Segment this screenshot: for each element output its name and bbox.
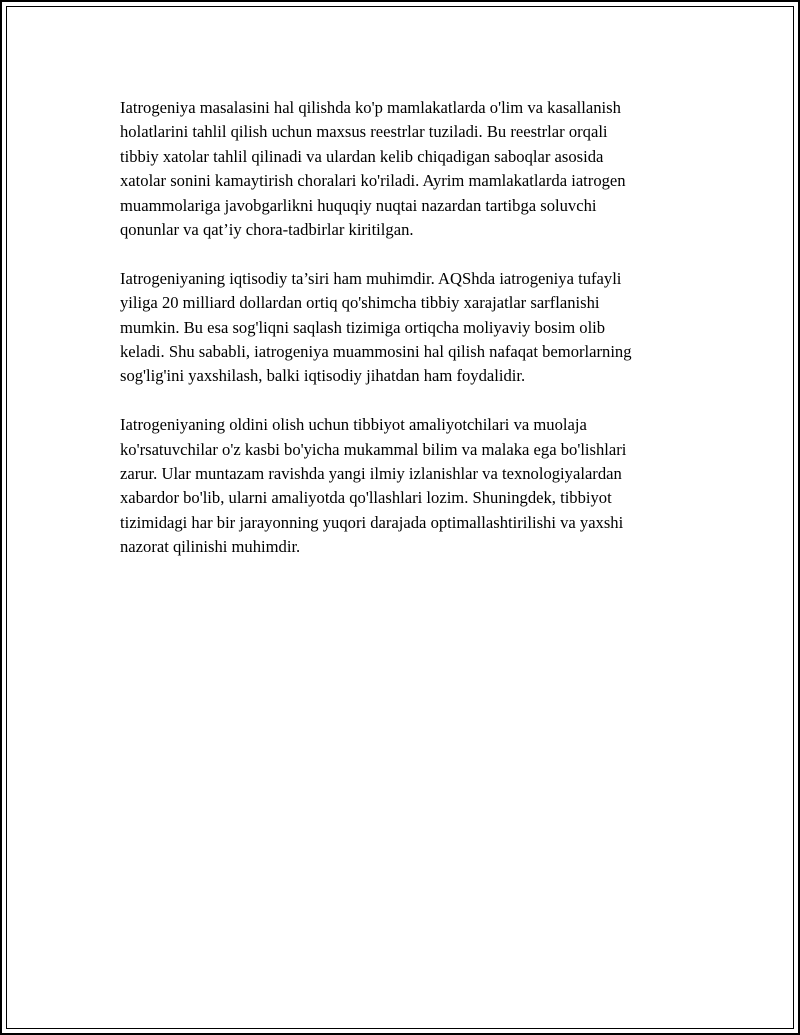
paragraph-line: Iatrogeniya masalasini hal qilishda ko'p mamlakatlarda o'lim va kasallanish — [120, 98, 621, 117]
paragraph-1 — [120, 96, 700, 242]
paragraph-2 — [120, 267, 700, 389]
paragraph-3 — [120, 413, 700, 559]
paragraph-line: Iatrogeniyaning iqtisodiy ta’siri ham muhimdir. AQShda iatrogeniya tufayli — [120, 268, 622, 288]
paragraph-line: zarur. Ular muntazam ravishda yangi ilmiy izlanishlar va texnologiyalardan — [120, 464, 622, 484]
paragraph-line: qonunlar va qat’iy chora-tadbirlar kiritilgan. — [120, 220, 414, 240]
paragraph-line: ko'rsatuvchilar o'z kasbi bo'yicha mukammal bilim va malaka ega bo'lishlari — [120, 439, 627, 459]
paragraph-line: sog'lig'ini yaxshilash, balki iqtisodiy jihatdan ham foydalidir. — [120, 366, 526, 386]
paragraph-line: mumkin. Bu esa sog'liqni saqlash tizimiga ortiqcha moliyaviy bosim olib — [120, 317, 606, 337]
paragraph-line: yiliga 20 milliard dollardan ortiq qo'shimcha tibbiy xarajatlar sarflanishi — [120, 293, 600, 313]
paragraph-line: xabardor bo'lib, ularni amaliyotda qo'llashlari lozim. Shuningdek, tibbiyot — [120, 488, 612, 508]
paragraph-line: xatolar sonini kamaytirish choralari ko'riladi. Ayrim mamlakatlarda iatrogen — [120, 171, 626, 191]
paragraph-line: muammolariga javobgarlikni huquqiy nuqtai nazardan tartibga soluvchi — [120, 195, 597, 215]
paragraph-line: tibbiy xatolar tahlil qilinadi va ulardan kelib chiqadigan saboqlar asosida — [120, 146, 604, 166]
paragraph-line: nazorat qilinishi muhimdir. — [120, 537, 301, 557]
paragraph-line: tizimidagi har bir jarayonning yuqori darajada optimallashtirilishi va yaxshi — [120, 512, 624, 532]
paragraph-line: holatlarini tahlil qilish uchun maxsus reestrlar tuziladi. Bu reestrlar orqali — [120, 122, 608, 142]
paragraph-line: Iatrogeniyaning oldini olish uchun tibbiyot amaliyotchilari va muolaja — [120, 415, 587, 435]
paragraph-line: keladi. Shu sababli, iatrogeniya muammosini hal qilish nafaqat bemorlarning — [120, 342, 632, 362]
document-body — [120, 96, 700, 584]
